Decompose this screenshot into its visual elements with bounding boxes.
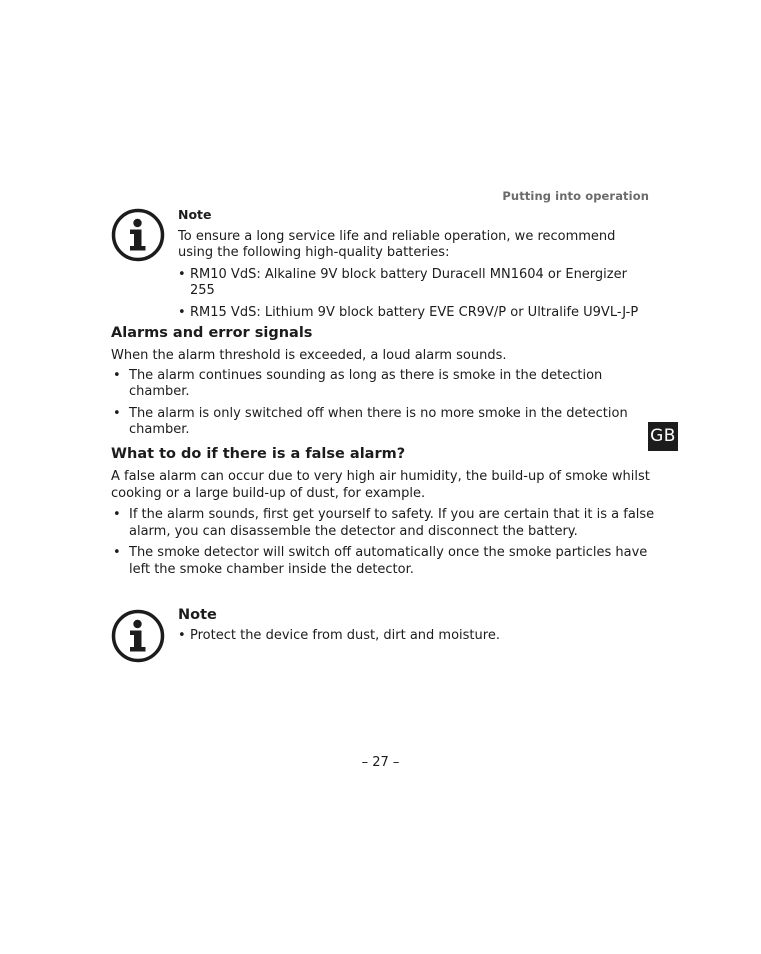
false-alarm-intro: A false alarm can occur due to very high air humidity, the build-up of smoke whilst cooking or a large build-up of dust, for example. <box>111 469 650 501</box>
list-item-text: RM10 VdS: Alkaline 9V block battery Duracell MN1604 or Energizer 255 <box>190 267 627 298</box>
bullet: • <box>113 507 121 522</box>
false-alarm-list <box>111 507 656 578</box>
running-header: Putting into operation <box>502 189 649 203</box>
list-item-text: The alarm continues sounding as long as there is smoke in the detection chamber. <box>129 367 603 399</box>
note-text: To ensure a long service life and reliable operation, we recommend using the following high-quality batteries: <box>178 229 616 260</box>
list-item-text: Protect the device from dust, dirt and moisture. <box>190 628 500 643</box>
bullet: • <box>113 545 121 560</box>
protection-list <box>178 628 653 644</box>
bullet: • <box>113 367 121 383</box>
language-tab: GB <box>648 422 678 451</box>
note-bottom <box>178 606 653 650</box>
list-item <box>111 406 656 439</box>
info-icon <box>111 208 165 262</box>
alarms-list <box>111 368 656 439</box>
list-item <box>178 305 653 321</box>
battery-list <box>178 267 653 321</box>
list-item <box>178 267 653 299</box>
false-alarm-body <box>111 469 656 583</box>
note-title: Note <box>178 607 217 623</box>
list-item <box>111 545 656 578</box>
alarms-body <box>111 348 656 444</box>
bullet: • <box>178 628 186 643</box>
list-item-text: If the alarm sounds, first get yourself to safety. If you are certain that it is a false alarm, you can disassemble the detector and disconnect the battery. <box>129 507 655 539</box>
page-number: – 27 – <box>361 755 400 770</box>
section-title-false-alarm: What to do if there is a false alarm? <box>111 446 406 462</box>
info-icon <box>111 609 165 663</box>
alarms-intro: When the alarm threshold is exceeded, a loud alarm sounds. <box>111 348 507 363</box>
section-title-alarms: Alarms and error signals <box>111 325 313 341</box>
list-item-text: The smoke detector will switch off automatically once the smoke particles have left the smoke chamber inside the detector. <box>129 545 648 577</box>
list-item <box>178 628 653 644</box>
bullet: • <box>178 267 186 282</box>
note-title: Note <box>178 207 212 222</box>
bullet: • <box>178 305 186 320</box>
list-item <box>111 507 656 540</box>
list-item <box>111 368 656 401</box>
bullet: • <box>113 405 121 421</box>
note-top <box>178 207 653 327</box>
list-item-text: The alarm is only switched off when there is no more smoke in the detection chamber. <box>129 405 628 437</box>
list-item-text: RM15 VdS: Lithium 9V block battery EVE CR9V/P or Ultralife U9VL-J-P <box>190 305 639 320</box>
